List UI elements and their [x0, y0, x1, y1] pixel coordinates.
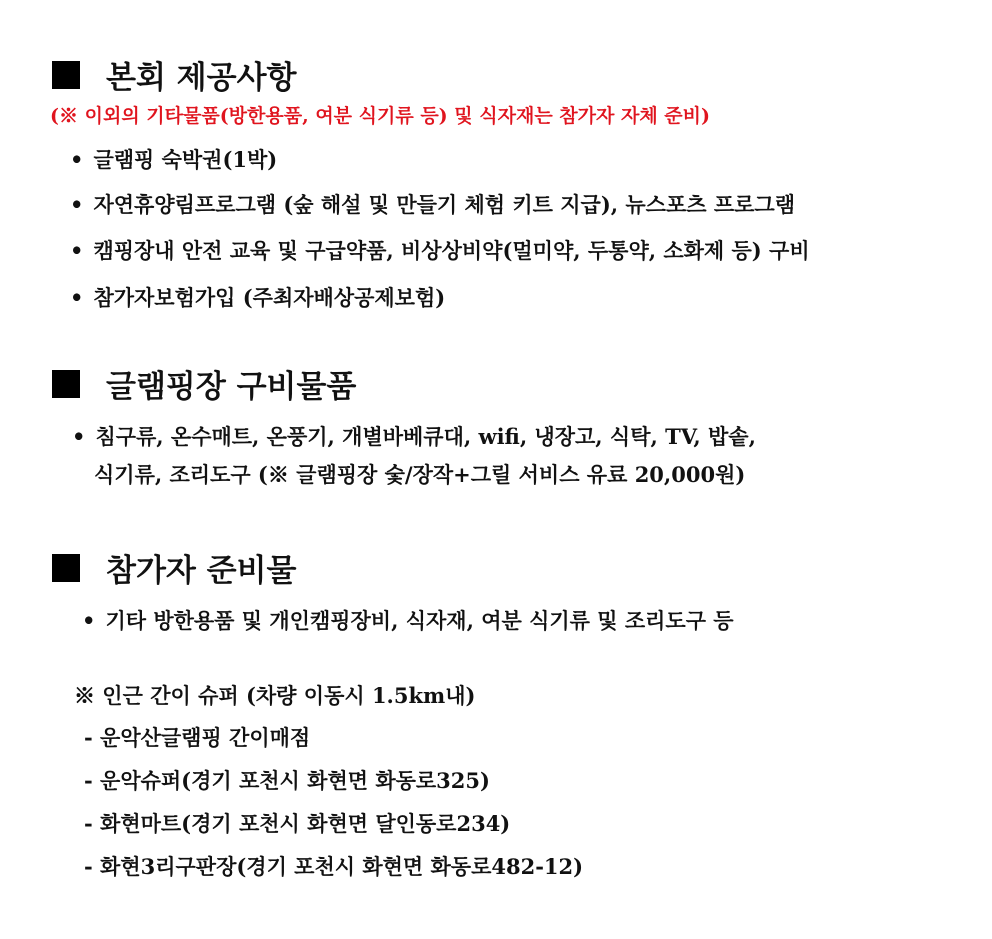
list-item — [70, 144, 277, 174]
red-note: (※ 이외의 기타물품(방한용품, 여분 식기류 등) 및 식자재는 참가자 자체 준비) — [50, 105, 710, 127]
bullet-icon: • — [70, 147, 84, 172]
bullet-icon: • — [82, 608, 96, 633]
section-heading-amenities — [52, 361, 356, 406]
section-heading-provided — [52, 52, 296, 97]
section-title: 참가자 준비물 — [106, 553, 297, 589]
store-item: - 운악슈퍼(경기 포천시 화현면 화동로325) — [84, 768, 490, 793]
list-item-text: 캠핑장내 안전 교육 및 구급약품, 비상상비약(멀미약, 두통약, 소화제 등) 구비 — [93, 238, 810, 263]
list-item-text: 자연휴양림프로그램 (숲 해설 및 만들기 체험 키트 지급), 뉴스포츠 프로그램 — [93, 192, 795, 217]
list-item-text: 침구류, 온수매트, 온풍기, 개별바베큐대, wifi, 냉장고, 식탁, TV, 밥솥, — [95, 424, 756, 449]
section-heading-bring — [52, 545, 296, 590]
list-item — [70, 189, 795, 219]
store-item: - 화현3리구판장(경기 포천시 화현면 화동로482-12) — [84, 854, 584, 879]
section-title: 글램핑장 구비물품 — [106, 369, 357, 405]
section-title: 본회 제공사항 — [106, 60, 297, 96]
bullet-icon: • — [70, 238, 84, 263]
list-item — [82, 605, 734, 635]
black-square-icon — [52, 554, 80, 582]
black-square-icon — [52, 61, 80, 89]
list-item — [72, 421, 756, 451]
list-item-text: 기타 방한용품 및 개인캠핑장비, 식자재, 여분 식기류 및 조리도구 등 — [105, 608, 734, 633]
nearby-store-title: ※ 인근 간이 슈퍼 (차량 이동시 1.5km내) — [74, 683, 476, 708]
list-item-text: 글램핑 숙박권(1박) — [93, 147, 278, 172]
store-item: - 운악산글램핑 간이매점 — [84, 725, 311, 750]
black-square-icon — [52, 370, 80, 398]
list-item — [70, 282, 445, 312]
list-item-text: 참가자보험가입 (주최자배상공제보험) — [93, 285, 446, 310]
bullet-icon: • — [70, 192, 84, 217]
bullet-icon: • — [72, 424, 86, 449]
list-item-continuation: 식기류, 조리도구 (※ 글램핑장 숯/장작+그릴 서비스 유료 20,000원) — [94, 462, 746, 487]
list-item — [70, 235, 810, 265]
bullet-icon: • — [70, 285, 84, 310]
store-item: - 화현마트(경기 포천시 화현면 달인동로234) — [84, 811, 511, 836]
